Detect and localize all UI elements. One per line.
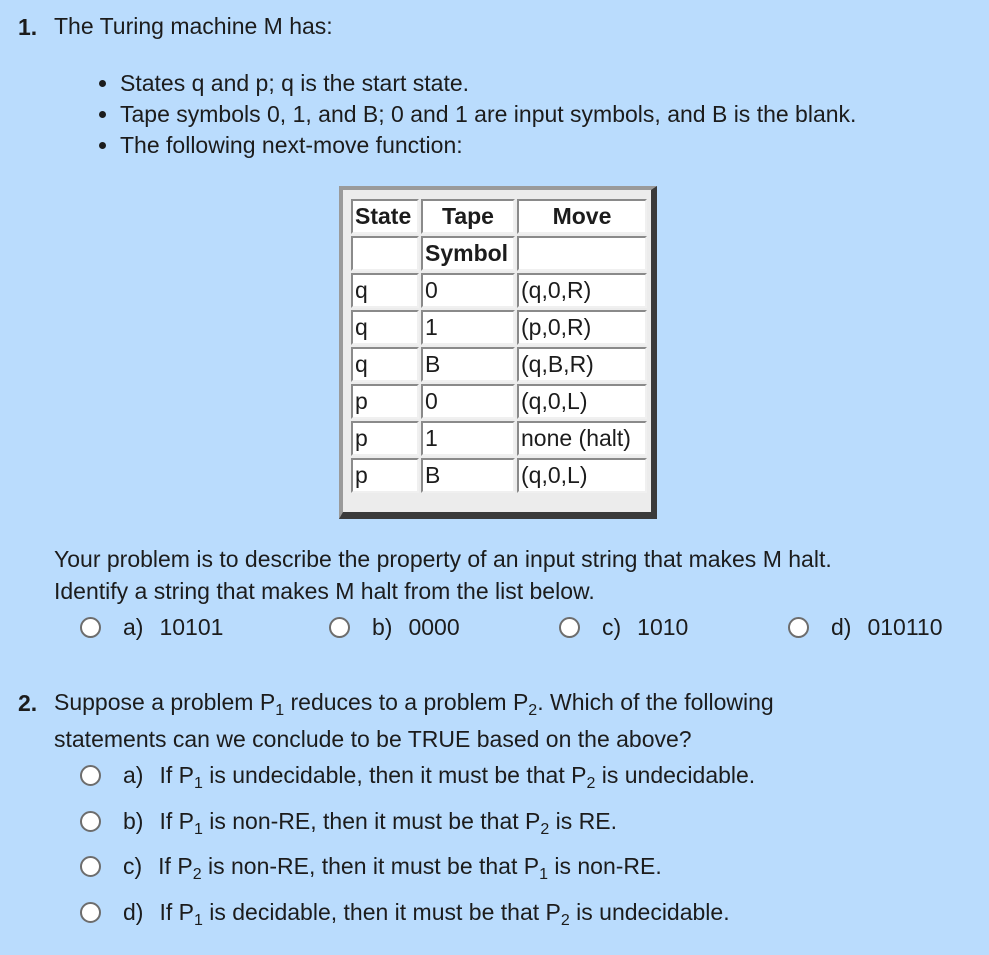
- subscript: 2: [528, 702, 538, 719]
- text-segment: If P: [159, 899, 194, 925]
- header-move: Move: [517, 199, 647, 234]
- cell-symbol: 0: [421, 384, 515, 419]
- q1-option-d[interactable]: [788, 614, 943, 641]
- option-letter: d): [831, 614, 852, 640]
- text-segment: is non-RE, then it must be that P: [202, 808, 541, 834]
- option-letter: b): [123, 808, 144, 834]
- question-2-line-1: [54, 684, 774, 720]
- radio-button-d[interactable]: [80, 902, 101, 923]
- subscript: 2: [586, 775, 596, 792]
- subscript: 1: [539, 866, 548, 883]
- bullet-states: • States q and p; q is the start state.: [120, 68, 856, 99]
- text-segment: is non-RE.: [548, 853, 662, 879]
- cell-state: q: [351, 310, 419, 345]
- subheader-empty: [351, 236, 419, 271]
- cell-move: (q,0,L): [517, 384, 647, 419]
- radio-button-d[interactable]: [788, 617, 809, 638]
- cell-state: q: [351, 347, 419, 382]
- q2-option-d[interactable]: [80, 899, 730, 929]
- cell-move: none (halt): [517, 421, 647, 456]
- text-segment: reduces to a problem P: [284, 689, 529, 715]
- text-segment: If P: [159, 762, 194, 788]
- transition-table: [349, 197, 649, 495]
- subscript: 2: [540, 821, 550, 838]
- table-row: [351, 347, 647, 382]
- cell-symbol: 1: [421, 421, 515, 456]
- option-value: 10101: [159, 614, 224, 640]
- radio-button-c[interactable]: [559, 617, 580, 638]
- radio-button-a[interactable]: [80, 617, 101, 638]
- option-letter: c): [123, 853, 143, 879]
- option-value: 1010: [637, 614, 689, 640]
- question-1-prompt: [54, 543, 832, 607]
- subscript: 2: [192, 866, 202, 883]
- text-segment: is undecidable.: [595, 762, 756, 788]
- cell-state: p: [351, 458, 419, 493]
- q2-option-a[interactable]: [80, 762, 756, 792]
- table-row: [351, 458, 647, 493]
- option-letter: c): [602, 614, 622, 640]
- cell-state: q: [351, 273, 419, 308]
- text-segment: . Which of the following: [537, 689, 774, 715]
- cell-move: (p,0,R): [517, 310, 647, 345]
- q1-option-a[interactable]: [80, 614, 223, 641]
- header-symbol: Symbol: [421, 236, 515, 271]
- subscript: 2: [560, 912, 570, 929]
- cell-state: p: [351, 421, 419, 456]
- table-header-row: [351, 199, 647, 234]
- subscript: 1: [193, 775, 203, 792]
- text-segment: is undecidable.: [569, 899, 730, 925]
- table-row: [351, 421, 647, 456]
- option-letter: a): [123, 614, 144, 640]
- radio-button-c[interactable]: [80, 856, 101, 877]
- prompt-line-2: Identify a string that makes M halt from the list below.: [54, 578, 595, 604]
- bullet-next-move: • The following next-move function:: [120, 130, 856, 161]
- text-segment: is undecidable, then it must be that P: [202, 762, 587, 788]
- table-row: [351, 310, 647, 345]
- option-letter: a): [123, 762, 144, 788]
- option-letter: d): [123, 899, 144, 925]
- question-2-number: 2.: [18, 690, 38, 716]
- transition-table-frame: [339, 186, 657, 519]
- q1-option-b[interactable]: [329, 614, 460, 641]
- radio-button-b[interactable]: [329, 617, 350, 638]
- subscript: 1: [193, 821, 203, 838]
- text-segment: If P: [159, 808, 194, 834]
- header-tape: Tape: [421, 199, 515, 234]
- cell-symbol: 0: [421, 273, 515, 308]
- header-state: State: [351, 199, 419, 234]
- option-text: [159, 808, 618, 838]
- radio-button-a[interactable]: [80, 765, 101, 786]
- text-segment: is decidable, then it must be that P: [202, 899, 561, 925]
- prompt-line-1: Your problem is to describe the property of an input string that makes M halt.: [54, 546, 832, 572]
- option-value: 0000: [408, 614, 460, 640]
- question-1-bullet-list: [98, 68, 856, 161]
- option-text: [158, 853, 662, 883]
- q2-option-c[interactable]: [80, 853, 662, 883]
- table-row: [351, 273, 647, 308]
- bullet-tape-symbols: • Tape symbols 0, 1, and B; 0 and 1 are input symbols, and B is the blank.: [120, 99, 856, 130]
- cell-symbol: B: [421, 347, 515, 382]
- cell-move: (q,B,R): [517, 347, 647, 382]
- question-2-line-2: statements can we conclude to be TRUE based on the above?: [54, 726, 692, 752]
- cell-move: (q,0,R): [517, 273, 647, 308]
- cell-symbol: B: [421, 458, 515, 493]
- table-row: [351, 384, 647, 419]
- question-1-title: The Turing machine M has:: [54, 13, 333, 39]
- cell-state: p: [351, 384, 419, 419]
- radio-button-b[interactable]: [80, 811, 101, 832]
- option-value: 010110: [867, 614, 943, 640]
- table-subheader-row: [351, 236, 647, 271]
- text-segment: is RE.: [549, 808, 618, 834]
- text-segment: Suppose a problem P: [54, 689, 276, 715]
- subscript: 1: [275, 702, 285, 719]
- subscript: 1: [193, 912, 203, 929]
- option-letter: b): [372, 614, 393, 640]
- text-segment: is non-RE, then it must be that P: [201, 853, 540, 879]
- cell-move: (q,0,L): [517, 458, 647, 493]
- option-text: [159, 762, 756, 792]
- q2-option-b[interactable]: [80, 808, 618, 838]
- question-1-number: 1.: [18, 14, 38, 40]
- text-segment: If P: [158, 853, 193, 879]
- cell-symbol: 1: [421, 310, 515, 345]
- subheader-empty: [517, 236, 647, 271]
- option-text: [159, 899, 730, 929]
- q1-option-c[interactable]: [559, 614, 688, 641]
